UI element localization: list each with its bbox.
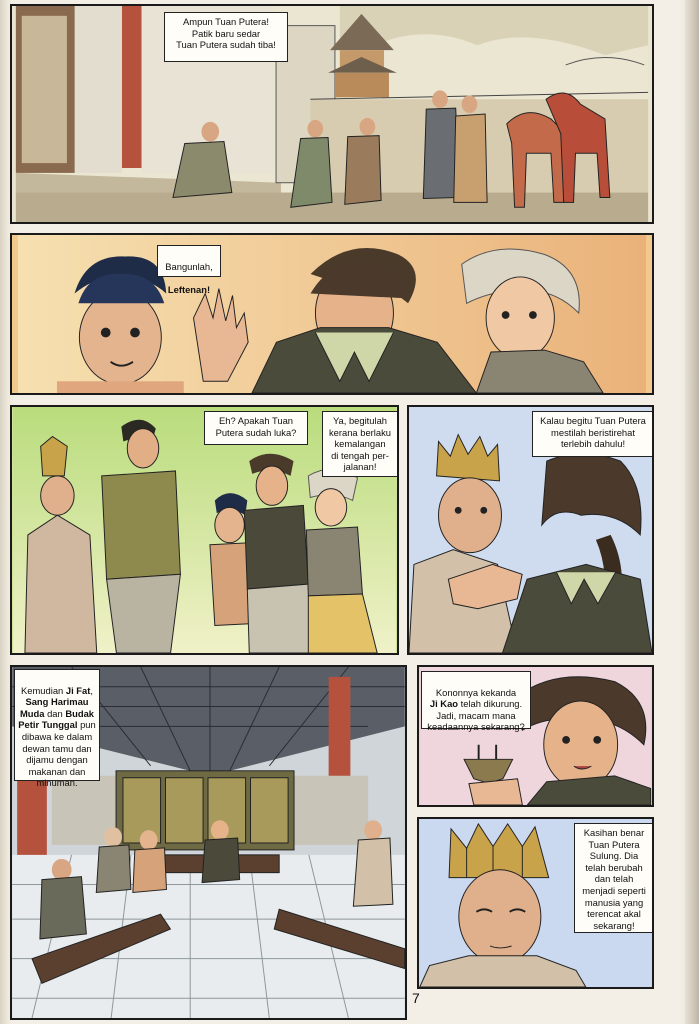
page-binding: [685, 0, 699, 1024]
panel-6-asking-about-ji-kao: [417, 665, 654, 807]
panel-4-speech-bubble: Kalau begitu Tuan Putera mestilah beristirehat terlebih dahulu!: [532, 411, 654, 457]
panel-5-narration-caption: [14, 669, 100, 789]
panel-6-bubble-name-ji-kao: Ji Kao: [429, 698, 459, 710]
panel-1-speech-bubble: Ampun Tuan Putera! Patik baru sedar Tuan Putera sudah tiba!: [164, 12, 288, 62]
panel-3-speech-bubble-a: Eh? Apakah Tuan Putera sudah luka?: [204, 411, 308, 445]
panel-1-artwork: [12, 6, 652, 222]
panel-5-banquet-hall: [10, 665, 407, 1020]
caption-text-2: ,: [90, 684, 93, 696]
panel-4-rest-advice: [407, 405, 654, 655]
caption-name-sang-harimau-muda: Sang Harimau Muda: [20, 696, 89, 719]
panel-2-bubble-line-2: Leftenan!: [167, 283, 211, 295]
panel-6-bubble-text-2: telah dikurung. Jadi, macam mana keadaannya sekarang?: [427, 698, 525, 733]
panel-6-bubble-text-1: Kononnya kekanda: [435, 686, 517, 698]
panel-7-explanation: [417, 817, 654, 989]
panel-1-palace-courtyard: [10, 4, 654, 224]
panel-7-speech-bubble: Kasihan benar Tuan Putera Sulung. Dia telah berubah dan telah menjadi seperti manusia yang terencat akal sekarang!: [574, 823, 654, 933]
panel-6-speech-bubble: [421, 671, 531, 733]
caption-name-ji-fat: Ji Fat: [65, 684, 91, 696]
caption-text-1: Kemudian: [21, 684, 66, 696]
caption-text-3: dan: [44, 707, 66, 719]
panel-2-bubble-line-1: Bangunlah,: [165, 260, 213, 272]
page-number: 7: [412, 990, 420, 1006]
panel-2-greeting: [10, 233, 654, 395]
panel-2-speech-bubble: [157, 245, 221, 295]
panel-2-artwork: [12, 235, 652, 393]
caption-text-4: pun dibawa ke dalam dewan tamu dan dijamu dengan makanan dan minuman.: [21, 719, 96, 789]
caption-name-budak-petir-tunggal: Budak Petir Tunggal: [18, 707, 94, 731]
panel-3-speech-bubble-b: Ya, begitulah kerana berlaku kemalangan di tengah per- jalanan!: [322, 411, 398, 477]
panel-3-conversation: [10, 405, 399, 655]
